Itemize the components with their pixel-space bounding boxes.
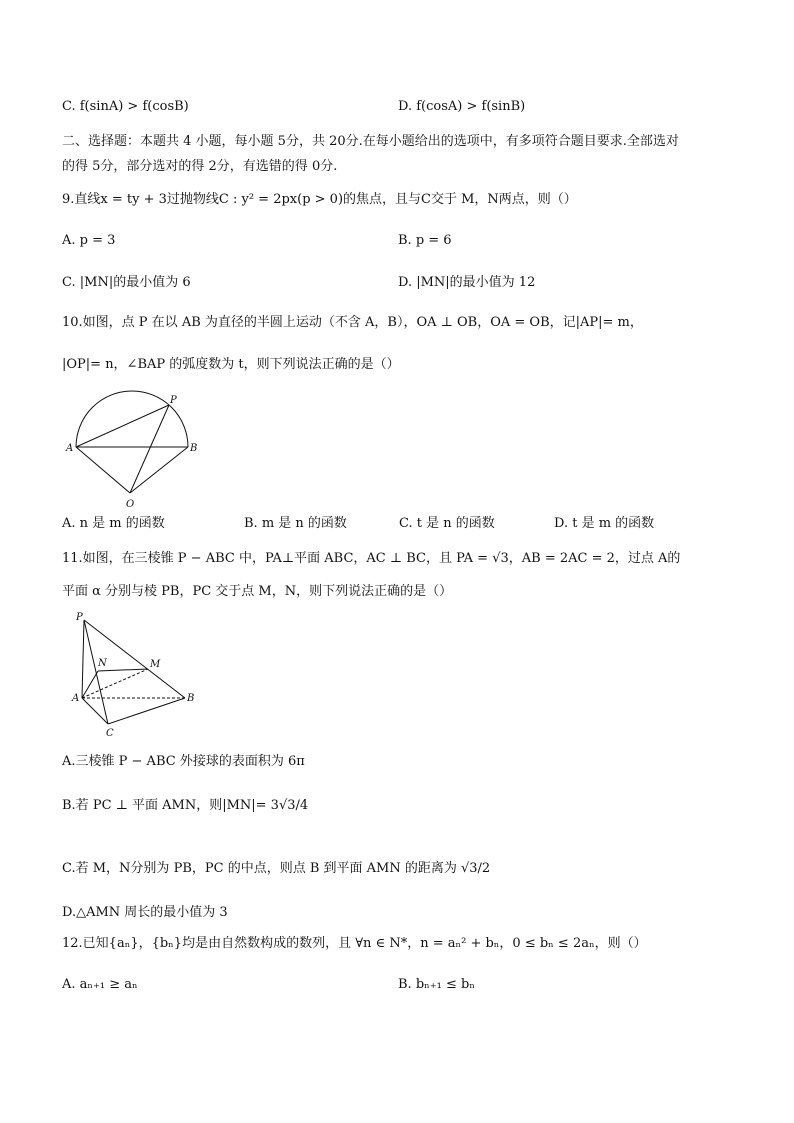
q11-figure xyxy=(62,608,212,738)
section2-heading-line2: 的得 5分，部分选对的得 2分，有选错的得 0分. xyxy=(62,159,338,174)
q11-segment-nm xyxy=(98,669,148,671)
q9-stem: 9.直线x = ty + 3过抛物线C : y² = 2px(p > 0)的焦点，且与C交于 M，N两点，则（） xyxy=(62,192,577,207)
q8-option-c[interactable]: C. f(sinA) > f(cosB) xyxy=(62,99,189,114)
q10-option-a[interactable]: A. n 是 m 的函数 xyxy=(62,516,165,531)
q10-option-b[interactable]: B. m 是 n 的函数 xyxy=(244,516,347,531)
q10-option-d[interactable]: D. t 是 m 的函数 xyxy=(554,516,655,531)
q10-figure xyxy=(60,385,200,513)
q12-stem: 12.已知{aₙ}，{bₙ}均是由自然数构成的数列，且 ∀n ∈ N*，n = aₙ² + bₙ，0 ≤ bₙ ≤ 2aₙ，则（） xyxy=(62,936,647,951)
q11-segment-am-hidden xyxy=(82,669,148,698)
q11-option-d[interactable]: D.△AMN 周长的最小值为 3 xyxy=(62,905,228,920)
q10-segment-oa xyxy=(76,447,130,493)
q11-edge-bc xyxy=(108,698,185,724)
q10-label-a: A xyxy=(66,443,74,454)
q10-segment-ap xyxy=(76,405,169,447)
q11-label-n: N xyxy=(98,658,107,669)
q11-label-m: M xyxy=(150,659,161,670)
q11-label-b: B xyxy=(187,693,195,704)
q10-option-c[interactable]: C. t 是 n 的函数 xyxy=(399,516,495,531)
q9-option-d[interactable]: D. |MN|的最小值为 12 xyxy=(398,275,536,290)
q11-edge-ac xyxy=(82,698,108,724)
q10-segment-op xyxy=(130,405,169,493)
q10-label-b: B xyxy=(190,443,198,454)
section2-heading-line1: 二、选择题：本题共 4 小题，每小题 5分，共 20分.在每小题给出的选项中，有多项符合题目要求.全部选对 xyxy=(62,134,679,149)
q8-option-d[interactable]: D. f(cosA) > f(sinB) xyxy=(398,99,526,114)
q12-option-a[interactable]: A. aₙ₊₁ ≥ aₙ xyxy=(62,977,138,992)
q10-label-o: O xyxy=(126,499,135,510)
q9-option-a[interactable]: A. p = 3 xyxy=(62,233,116,248)
q11-option-b[interactable]: B.若 PC ⊥ 平面 AMN，则|MN|= 3√3/4 xyxy=(62,798,309,813)
q10-stem-line2: |OP|= n，∠BAP 的弧度数为 t，则下列说法正确的是（） xyxy=(62,357,400,372)
q11-segment-an xyxy=(82,671,98,698)
q12-option-b[interactable]: B. bₙ₊₁ ≤ bₙ xyxy=(398,977,475,992)
q10-segment-ob xyxy=(130,447,188,493)
q11-label-c: C xyxy=(106,728,114,738)
q10-label-p: P xyxy=(170,395,177,406)
q10-stem-line1: 10.如图，点 P 在以 AB 为直径的半圆上运动（不含 A，B），OA ⊥ OB，OA = OB，记|AP|= m， xyxy=(62,315,643,330)
q11-label-a: A xyxy=(72,693,80,704)
q9-option-b[interactable]: B. p = 6 xyxy=(398,233,452,248)
q11-stem-line1: 11.如图，在三棱锥 P − ABC 中，PA⊥平面 ABC，AC ⊥ BC，且 PA = √3，AB = 2AC = 2，过点 A的 xyxy=(62,551,681,566)
q11-stem-line2: 平面 α 分别与棱 PB，PC 交于点 M，N，则下列说法正确的是（） xyxy=(62,584,453,599)
q11-option-a[interactable]: A.三棱锥 P − ABC 外接球的表面积为 6π xyxy=(62,754,305,769)
q11-edge-pa xyxy=(82,620,84,698)
q11-option-c[interactable]: C.若 M，N分别为 PB，PC 的中点，则点 B 到平面 AMN 的距离为 √3/2 xyxy=(62,861,491,876)
q9-option-c[interactable]: C. |MN|的最小值为 6 xyxy=(62,275,191,290)
q11-label-p: P xyxy=(76,612,83,623)
